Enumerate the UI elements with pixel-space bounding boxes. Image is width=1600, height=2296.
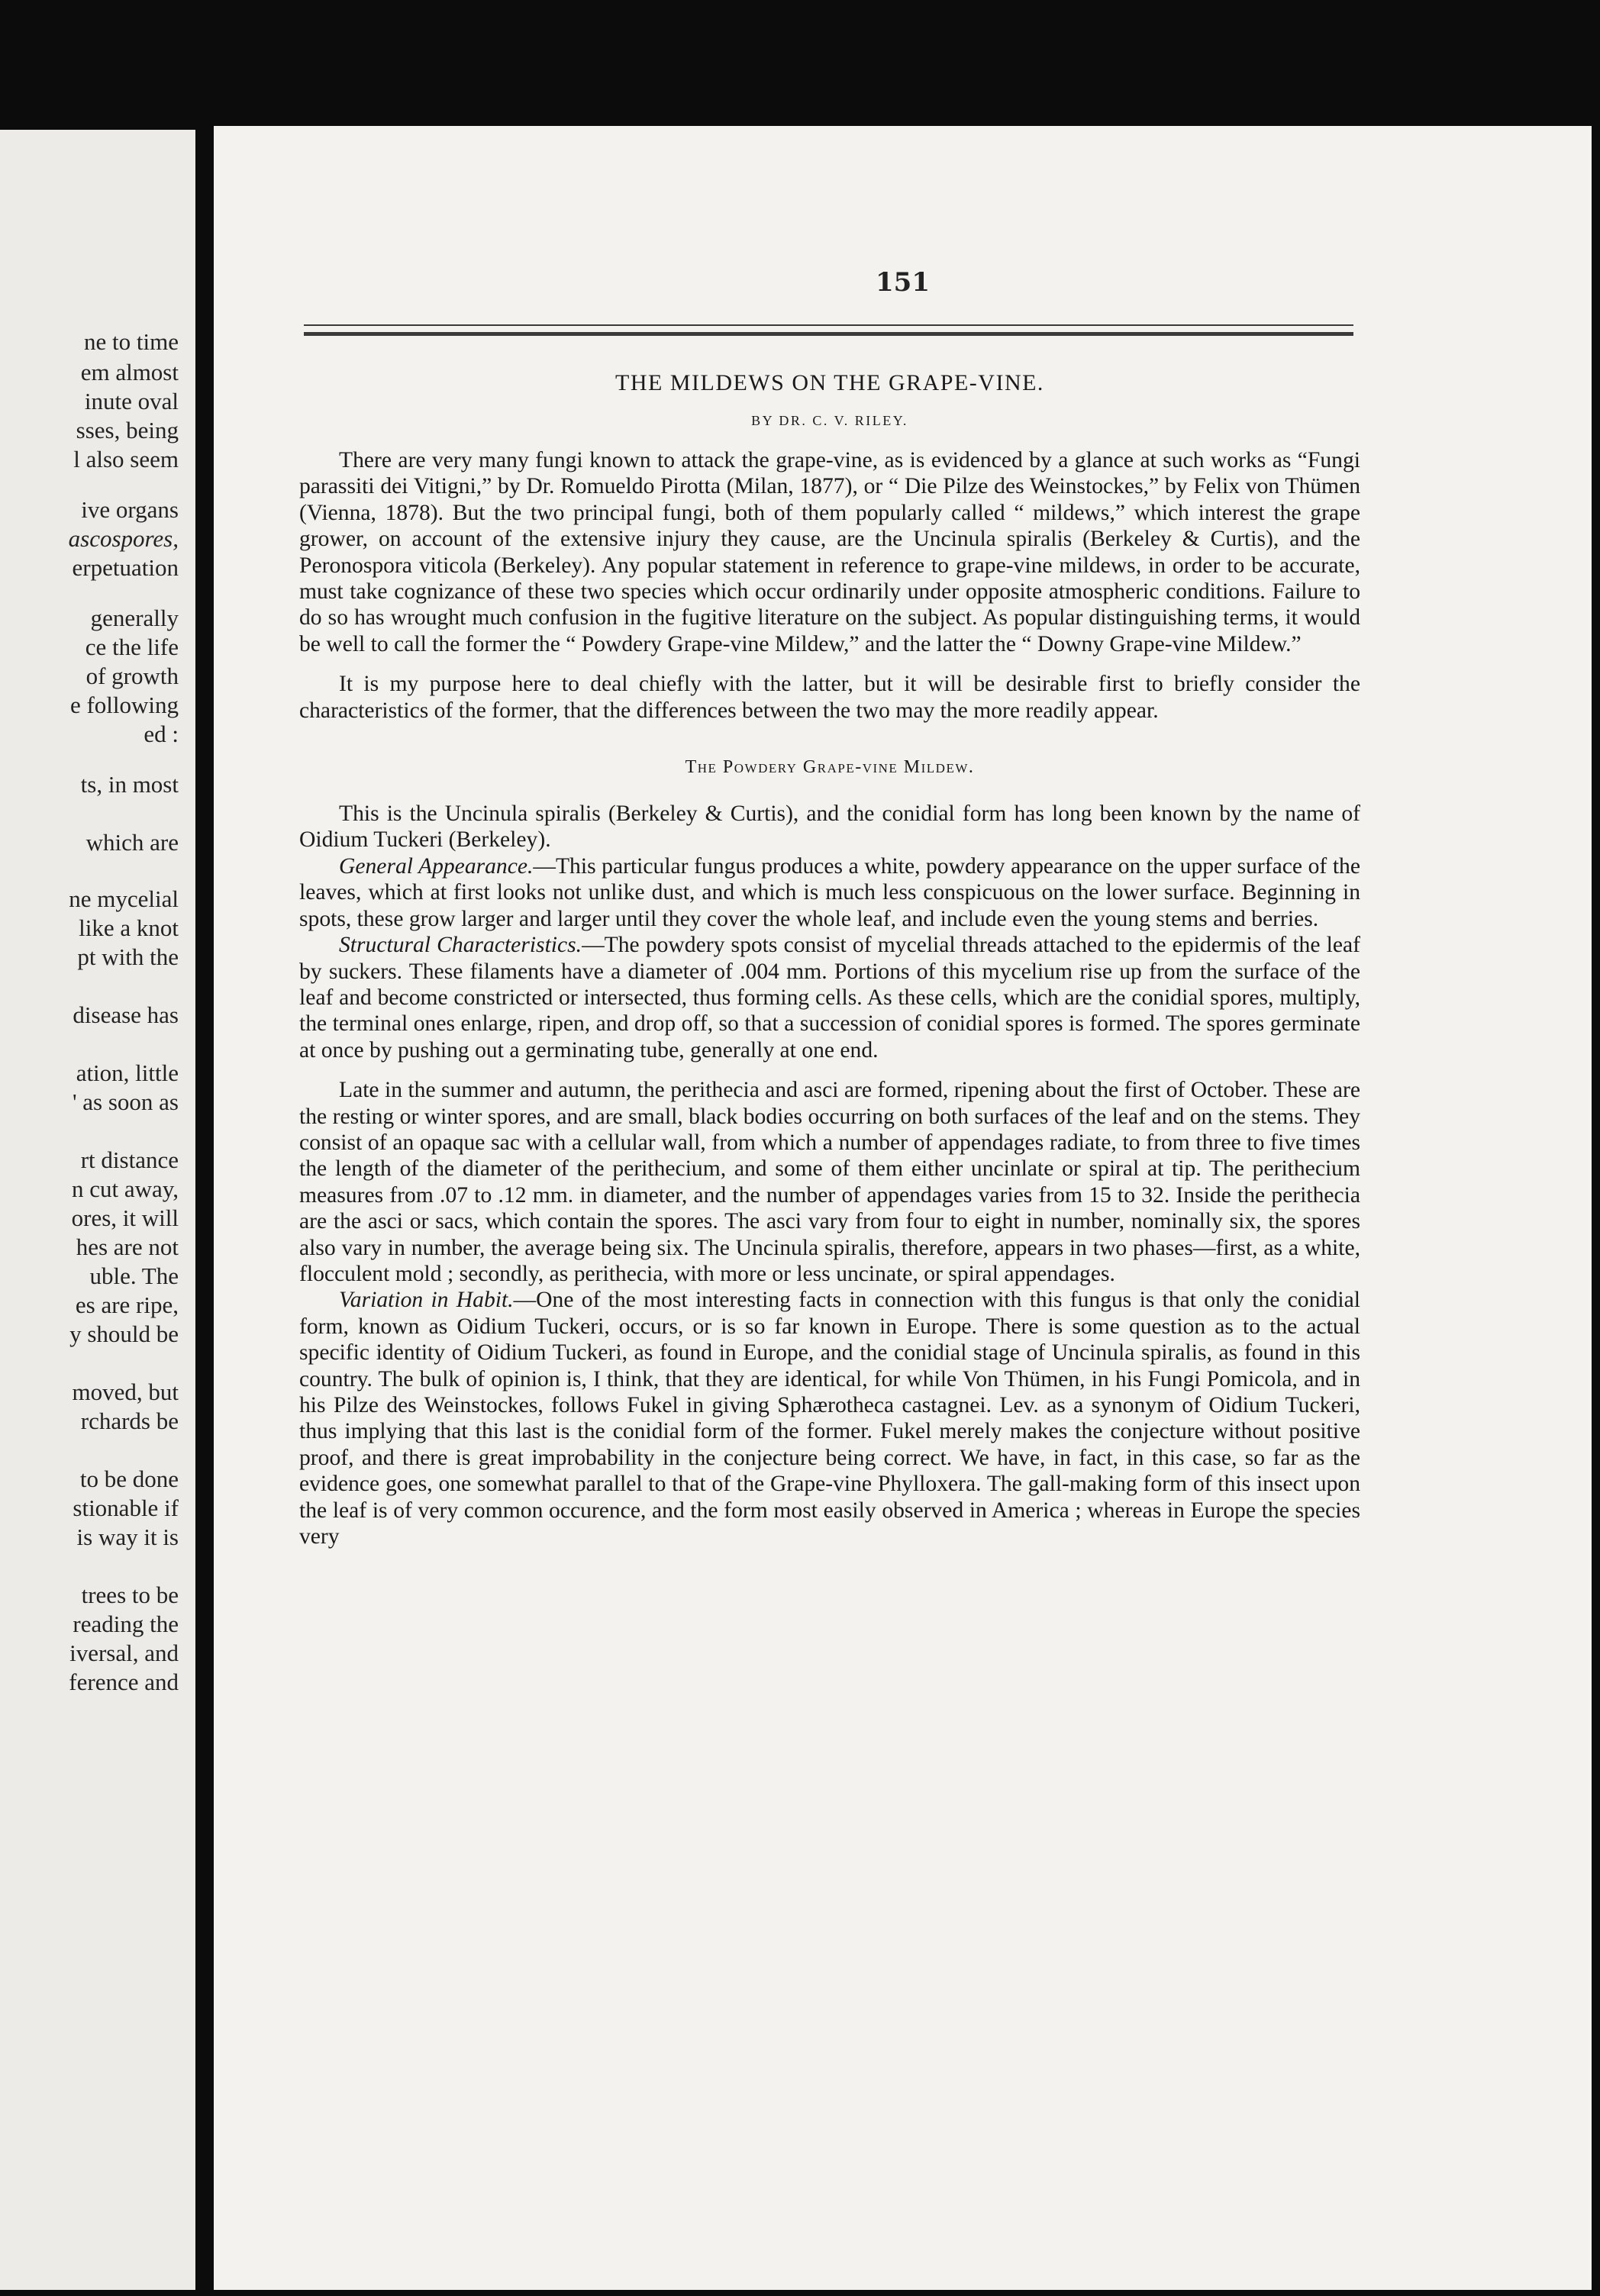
left-line: moved, but — [72, 1379, 179, 1405]
left-line: ne to time — [84, 328, 179, 355]
header-rule-thick — [304, 332, 1353, 336]
left-line: disease has — [73, 1001, 179, 1028]
book-page — [214, 126, 1592, 2290]
left-line: em almost — [80, 359, 179, 385]
left-line: ed : — [144, 721, 179, 747]
left-line: hes are not — [76, 1233, 179, 1260]
left-line: ' as soon as — [72, 1088, 179, 1115]
left-line: ne mycelial — [69, 885, 179, 912]
paragraph-lead: General Appearance. — [339, 853, 534, 879]
left-line: ts, in most — [80, 771, 179, 798]
left-line: inute oval — [84, 388, 179, 414]
left-line: ference and — [69, 1669, 179, 1695]
article — [299, 370, 1360, 1549]
left-line: l also seem — [73, 446, 179, 472]
left-line: ores, it will — [71, 1204, 179, 1231]
left-line: of growth — [85, 663, 179, 689]
left-line: iversal, and — [69, 1640, 179, 1666]
page-number: 151 — [876, 267, 930, 298]
paragraph-body: —The powdery spots consist of mycelial threads attached to the epidermis of the leaf by suckers. These filaments have a diameter of .004 mm. Portions of this mycelium rise up from the surface of the leaf and become constricted or intersected, thus forming cells. As these cells, which are the conidial spores, multiply, the terminal ones enlarge, ripen, and drop off, so that a succession of conidial spores is formed. The spores germinate at once by pushing out a germinating tube, generally at one end. — [299, 933, 1360, 1063]
left-line: stionable if — [73, 1495, 179, 1521]
left-line: es are ripe, — [75, 1292, 179, 1318]
left-line: y should be — [69, 1321, 179, 1347]
left-line: rt distance — [80, 1146, 179, 1173]
paragraph-lead: Variation in Habit. — [339, 1288, 514, 1313]
left-line: rchards be — [80, 1408, 179, 1434]
paragraph-lead: Structural Characteristics. — [339, 933, 582, 958]
paragraph: This is the Uncinula spiralis (Berkeley & Curtis), and the conidial form has long been known by the name of Oidium Tuckeri (Berkeley). — [299, 801, 1360, 853]
paragraph: It is my purpose here to deal chiefly with the latter, but it will be desirable first to briefly consider the characteristics of the former, that the differences between the two may the more readily appear. — [299, 672, 1360, 723]
left-line: to be done — [79, 1466, 179, 1492]
left-line: which are — [85, 829, 179, 856]
left-line: erpetuation — [72, 554, 179, 581]
left-line: ce the life — [85, 634, 179, 660]
left-line: ation, little — [76, 1059, 179, 1086]
left-line: sses, being — [76, 417, 179, 443]
paragraph — [299, 932, 1360, 1063]
paragraph: Late in the summer and autumn, the perithecia and asci are formed, ripening about the first of October. These are the resting or winter spores, and are small, black bodies occurring on both surfaces of the leaf and on the stems. They consist of an opaque sac with a cellular wall, from which a number of appendages radiate, to from three to five times the length of the diameter of the perithecium, and some of them either uncinlate or spiral at tip. The perithecium measures from .07 to .12 mm. in diameter, and the number of appendages varies from 15 to 32. Inside the perithecia are the asci or sacs, which contain the spores. The asci vary from four to eight in number, nominally six, the spores also vary in number, the average being six. The Uncinula spiralis, therefore, appears in two phases—first, as a white, flocculent mold ; secondly, as perithecia, with more or less uncinate, or spiral appendages. — [299, 1078, 1360, 1286]
section-heading: The Powdery Grape-vine Mildew. — [685, 757, 975, 778]
paragraph-body: —One of the most interesting facts in connection with this fungus is that only the conidial form, known as Oidium Tuckeri, occurs, or is so far known in Europe. There is some question as to the actual specific identity of Oidium Tuckeri, as found in Europe, and the conidial stage of Uncinula spiralis, as found in this country. The bulk of opinion is, I think, that they are identical, for while Von Thümen, in his Fungi Pomicola, and in his Pilze des Weinstockes, follows Fukel in giving Sphærotheca castagnei. Lev. as a synonym of Oidium Tuckeri, thus implying that this last is the conidial form of the former. Fukel merely makes the conjecture without positive proof, and there is great improbability in the conjecture being correct. We have, in fact, in this case, so far as the evidence goes, one somewhat parallel to that of the Grape-vine Phylloxera. The gall-making form of this insect upon the leaf is of very common occurence, and the form most easily observed in America ; whereas in Europe the species very — [299, 1288, 1360, 1549]
left-line: trees to be — [81, 1582, 179, 1608]
left-line: uble. The — [89, 1262, 179, 1289]
left-line: n cut away, — [71, 1175, 179, 1202]
left-line: like a knot — [79, 914, 179, 941]
left-line: reading the — [73, 1611, 179, 1637]
left-line: pt with the — [77, 943, 179, 970]
left-page-fragment — [0, 130, 195, 2290]
left-line: generally — [90, 605, 179, 631]
left-line: is way it is — [76, 1524, 179, 1550]
left-line: e following — [69, 692, 179, 718]
header-rule — [304, 324, 1353, 326]
paragraph — [299, 853, 1360, 932]
left-line: ive organs — [81, 496, 179, 523]
article-title: THE MILDEWS ON THE GRAPE-VINE. — [615, 370, 1044, 395]
paragraph: There are very many fungi known to attack the grape-vine, as is evidenced by a glance at such works as “Fungi parassiti dei Vitigni,” by Dr. Romueldo Pirotta (Milan, 1877), or “ Die Pilze des Weinstockes,” by Felix von Thümen (Vienna, 1878). But the two principal fungi, both of them popularly called “ mildews,” which interest the grape grower, on account of the extensive injury they cause, are the Uncinula spiralis (Berkeley & Curtis), and the Peronospora viticola (Berkeley). Any popular statement in reference to grape-vine mildews, in order to be accurate, must take cognizance of these two species which occur ordinarily under opposite atmospheric conditions. Failure to do so has wrought much confusion in the fugitive literature on the subject. As popular distinguishing terms, it would be well to call the former the “ Powdery Grape-vine Mildew,” and the latter the “ Downy Grape-vine Mildew.” — [299, 448, 1360, 656]
article-byline: BY DR. C. V. RILEY. — [751, 413, 908, 428]
paragraph — [299, 1287, 1360, 1549]
paragraph-body: —This particular fungus produces a white, powdery appearance on the upper surface of the leaves, which at first looks not unlike dust, and which is much less conspicuous on the lower surface. Beginning in spots, these grow larger and larger until they cover the whole leaf, and include even the young stems and berries. — [299, 853, 1360, 931]
left-line: ascospores, — [68, 525, 179, 552]
